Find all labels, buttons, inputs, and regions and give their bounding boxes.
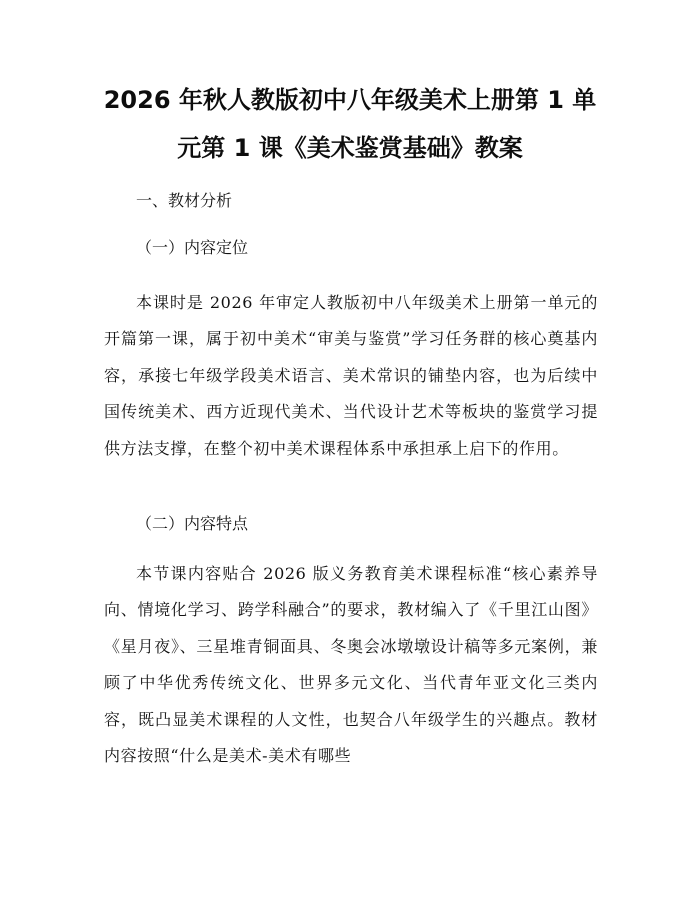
- subsection-heading-content-features: （二）内容特点: [136, 514, 249, 533]
- subsection-heading-content-positioning: （一）内容定位: [136, 238, 249, 257]
- document-title-line-1: 2026 年秋人教版初中八年级美术上册第 1 单: [103, 86, 597, 114]
- paragraph-content-features: 本节课内容贴合 2026 版义务教育美术课程标准“核心素养导向、情境化学习、跨学科融合”的要求，教材编入了《千里江山图》《星月夜》、三星堆青铜面具、冬奥会冰墩墩设计稿等多元案例，兼顾了中华优秀传统文化、世界多元文化、当代青年亚文化三类内容，既凸显美术课程的人文性，也契合八年级学生的兴趣点。教材内容按照“什么是美术-美术有哪些: [104, 564, 598, 766]
- document-title-line-2: 元第 1 课《美术鉴赏基础》教案: [177, 134, 523, 162]
- section-heading-textbook-analysis: 一、教材分析: [136, 191, 233, 210]
- paragraph-content-positioning: 本课时是 2026 年审定人教版初中八年级美术上册第一单元的开篇第一课，属于初中美术“审美与鉴赏”学习任务群的核心奠基内容，承接七年级学段美术语言、美术常识的铺垫内容，也为后续中国传统美术、西方近现代美术、当代设计艺术等板块的鉴赏学习提供方法支撑，在整个初中美术课程体系中承担承上启下的作用。: [104, 293, 598, 458]
